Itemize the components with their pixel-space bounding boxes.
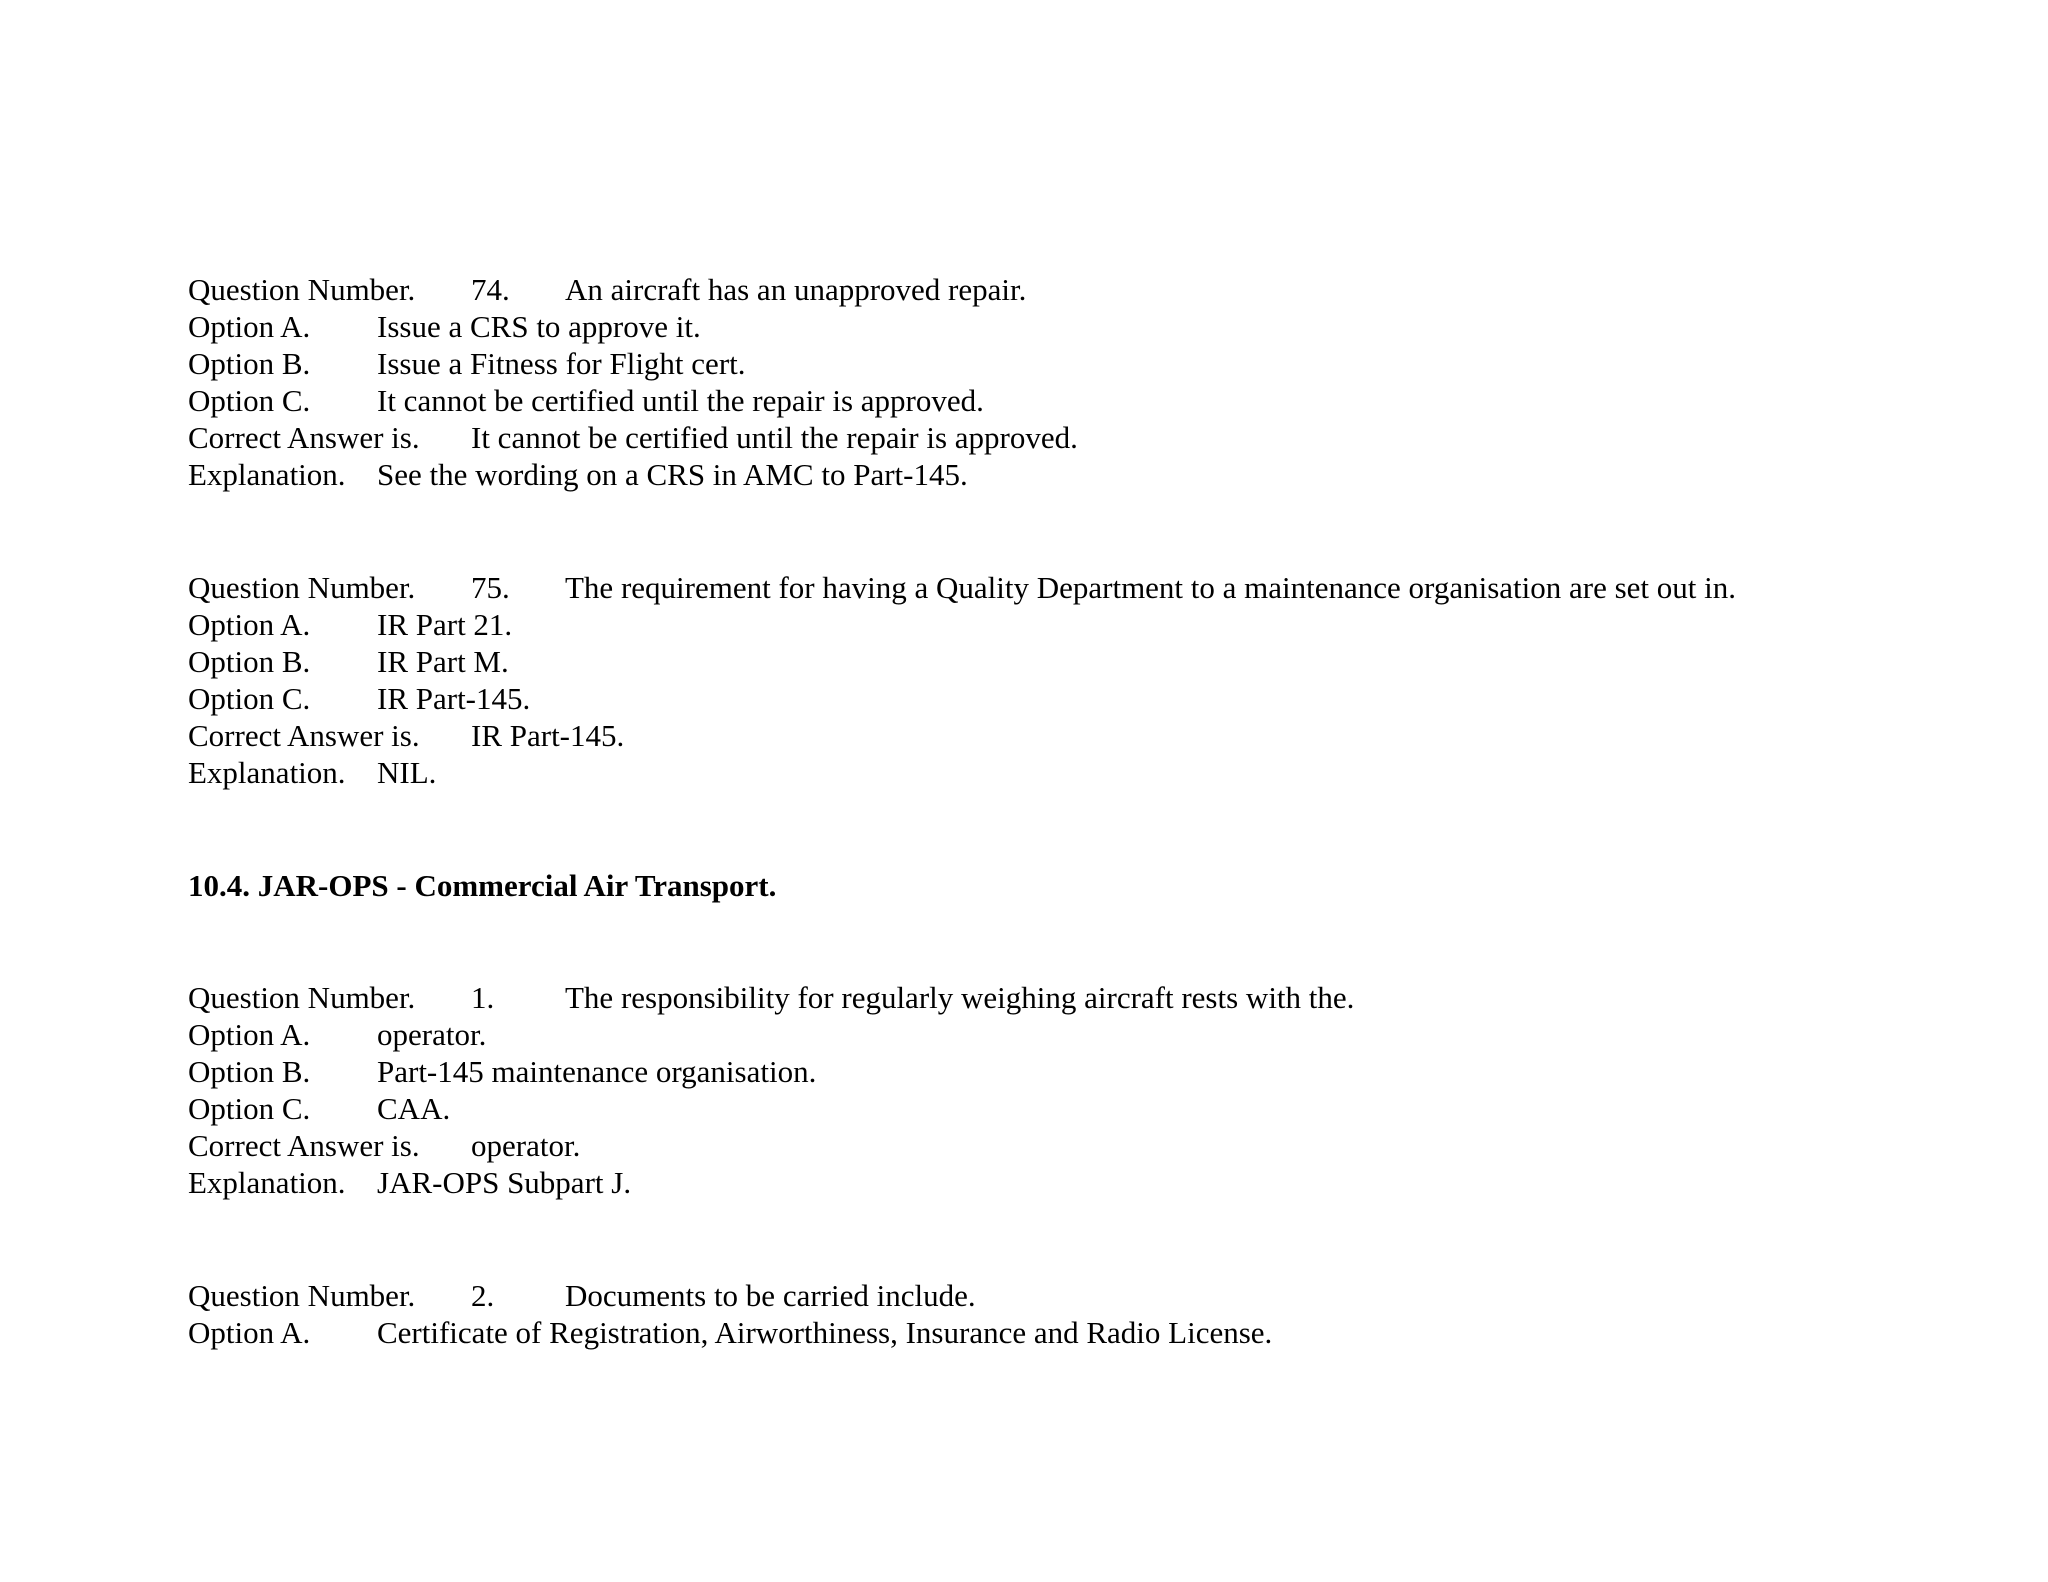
question-text: Documents to be carried include.	[565, 1278, 976, 1313]
option-label: Option C.	[188, 1091, 311, 1126]
explanation-text: See the wording on a CRS in AMC to Part-145.	[377, 457, 968, 492]
option-text: IR Part-145.	[377, 681, 531, 716]
question-label: Question Number.	[188, 570, 416, 605]
explanation-text: NIL.	[377, 755, 437, 790]
option-label: Option B.	[188, 644, 311, 679]
option-text: Issue a CRS to approve it.	[377, 309, 701, 344]
option-text: IR Part 21.	[377, 607, 513, 642]
explanation-text: JAR-OPS Subpart J.	[377, 1165, 632, 1200]
option-label: Option A.	[188, 1315, 311, 1350]
explanation-label: Explanation.	[188, 755, 346, 790]
option-label: Option A.	[188, 309, 311, 344]
option-text: Certificate of Registration, Airworthiness, Insurance and Radio License.	[377, 1315, 1273, 1350]
explanation-label: Explanation.	[188, 457, 346, 492]
answer-text: It cannot be certified until the repair is approved.	[471, 420, 1078, 455]
answer-text: IR Part-145.	[471, 718, 625, 753]
question-number: 2.	[471, 1278, 495, 1313]
answer-label: Correct Answer is.	[188, 718, 420, 753]
answer-label: Correct Answer is.	[188, 1128, 420, 1163]
question-label: Question Number.	[188, 272, 416, 307]
option-text: Part-145 maintenance organisation.	[377, 1054, 817, 1089]
question-number: 1.	[471, 980, 495, 1015]
question-label: Question Number.	[188, 1278, 416, 1313]
option-label: Option B.	[188, 346, 311, 381]
question-text: An aircraft has an unapproved repair.	[565, 272, 1027, 307]
option-text: CAA.	[377, 1091, 451, 1126]
question-text: The requirement for having a Quality Department to a maintenance organisation are set out in.	[565, 570, 1736, 605]
question-number: 75.	[471, 570, 510, 605]
question-label: Question Number.	[188, 980, 416, 1015]
option-label: Option C.	[188, 383, 311, 418]
option-text: operator.	[377, 1017, 487, 1052]
option-label: Option A.	[188, 1017, 311, 1052]
answer-text: operator.	[471, 1128, 581, 1163]
question-text: The responsibility for regularly weighing aircraft rests with the.	[565, 980, 1355, 1015]
question-number: 74.	[471, 272, 510, 307]
option-text: Issue a Fitness for Flight cert.	[377, 346, 746, 381]
answer-label: Correct Answer is.	[188, 420, 420, 455]
option-text: It cannot be certified until the repair is approved.	[377, 383, 984, 418]
section-heading: 10.4. JAR-OPS - Commercial Air Transport.	[188, 868, 777, 903]
explanation-label: Explanation.	[188, 1165, 346, 1200]
option-label: Option B.	[188, 1054, 311, 1089]
option-text: IR Part M.	[377, 644, 509, 679]
option-label: Option A.	[188, 607, 311, 642]
option-label: Option C.	[188, 681, 311, 716]
